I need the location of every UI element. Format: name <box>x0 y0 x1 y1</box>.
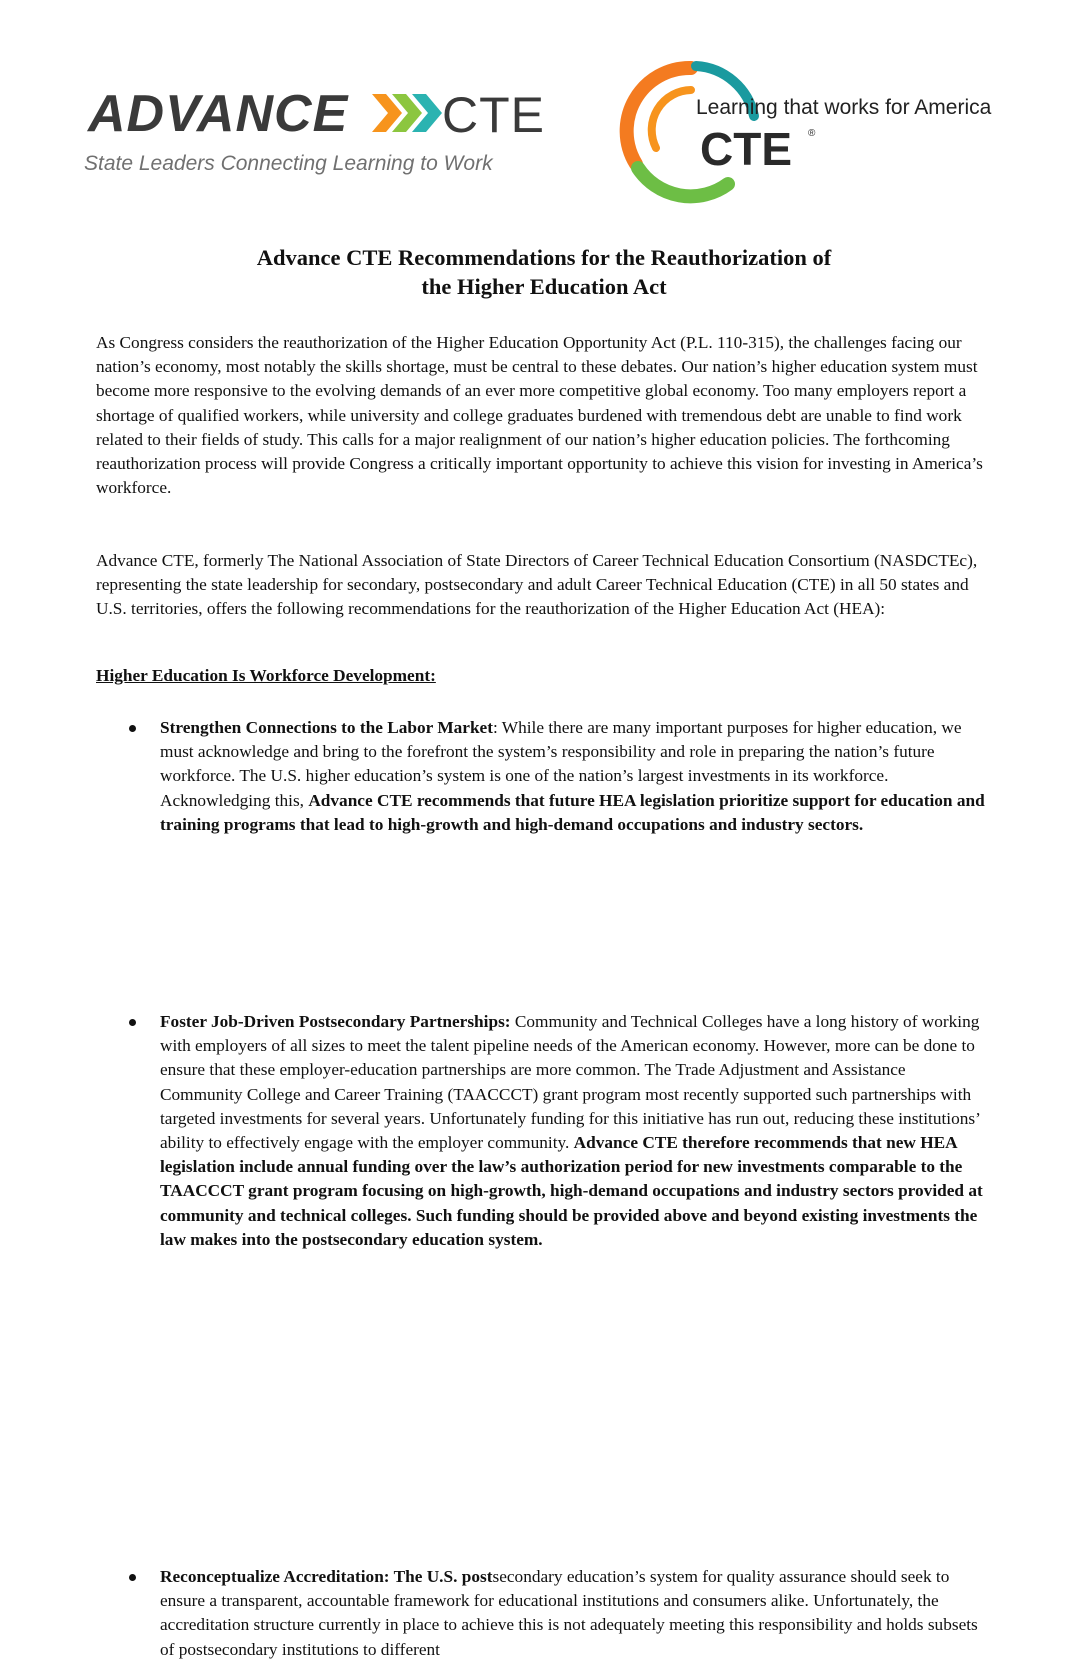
advance-logo-cte: CTE <box>442 87 545 143</box>
item-body: secondary education’s system for quality assurance should seek to ensure a transparent, accountable framework for educational institutions and consumers alike. Unfortunately, the accreditation structure currently in place to achieve this is not adequately meeting this responsibility and holds subsets of postsecondary institutions to different <box>160 1567 978 1659</box>
bullet-icon <box>129 725 136 732</box>
title-line-2: the Higher Education Act <box>421 274 667 299</box>
document-title <box>0 243 1088 301</box>
list-item <box>96 1565 992 1662</box>
title-line-1: Advance CTE Recommendations for the Reauthorization of <box>256 245 832 270</box>
advance-logo-tagline: State Leaders Connecting Learning to Work <box>84 152 493 175</box>
list-item <box>96 716 992 837</box>
item-recommendation: Advance CTE recommends that future HEA legislation prioritize support for education and training programs that lead to high-growth and high-demand occupations and industry sectors. <box>160 790 985 834</box>
cte-logo <box>616 56 1006 206</box>
bullet-icon <box>129 1019 136 1026</box>
cte-logo-tagline: Learning that works for America <box>696 96 992 119</box>
advance-cte-logo <box>84 84 554 184</box>
registered-mark: ® <box>808 128 816 139</box>
list-item <box>96 1010 992 1252</box>
item-lead: Strengthen Connections to the Labor Market <box>160 718 493 737</box>
item-recommendation: Advance CTE therefore recommends that new HEA legislation include annual funding over the law’s authorization period for new investments comparable to the TAACCCT grant program focusing on high-growth, high-demand occupations and industry sectors provided at community and technical colleges. Such funding should be provided above and beyond existing investments the law makes into the postsecondary education system. <box>160 1133 983 1249</box>
intro-paragraph-1: As Congress considers the reauthorization of the Higher Education Opportunity Act (P.L. 110-315), the challenges facing our nation’s economy, most notably the skills shortage, must be central to these debates. Our nation’s higher education system must become more responsive to the evolving demands of an ever more competitive global economy. Too many employers report a shortage of qualified workers, while university and college graduates burdened with tremendous debt are unable to find work related to their fields of study. This calls for a major realignment of our nation’s higher education policies. The forthcoming reauthorization process will provide Congress a critically important opportunity to achieve this vision for investing in America’s workforce. <box>96 333 983 498</box>
advance-logo-word: ADVANCE <box>88 85 349 143</box>
item-body: Community and Technical Colleges have a long history of working with employers of all sizes to meet the talent pipeline needs of the American economy. However, more can be done to ensure that these employer-education partnerships are more common. The Trade Adjustment and Assistance Community College and Career Training (TAACCCT) grant program most recently supported such partnerships with targeted investments for several years. Unfortunately funding for this initiative has run out, reducing these institutions’ ability to effectively engage with the employer community. <box>160 1012 980 1153</box>
section-heading: Higher Education Is Workforce Development: <box>96 666 436 685</box>
cte-logo-mark: CTE <box>700 123 792 175</box>
item-lead: Foster Job-Driven Postsecondary Partnerships: <box>160 1012 511 1032</box>
chevron-arrows-icon <box>372 90 444 136</box>
item-body: : While there are many important purposes for higher education, we must acknowledge and bring to the forefront the system’s responsibility and role in preparing the nation’s future workforce. The U.S. higher education’s system is one of the nation’s largest investments in its workforce. Acknowledging this, <box>160 718 962 810</box>
intro-paragraph-2: Advance CTE, formerly The National Association of State Directors of Career Technical Education Consortium (NASDCTEc), representing the state leadership for secondary, postsecondary and adult Career Technical Education (CTE) in all 50 states and U.S. territories, offers the following recommendations for the reauthorization of the Higher Education Act (HEA): <box>96 551 978 619</box>
recommendation-list <box>96 716 992 1659</box>
bullet-icon <box>129 1574 136 1581</box>
item-lead: Reconceptualize Accreditation: The U.S. post <box>160 1567 493 1587</box>
